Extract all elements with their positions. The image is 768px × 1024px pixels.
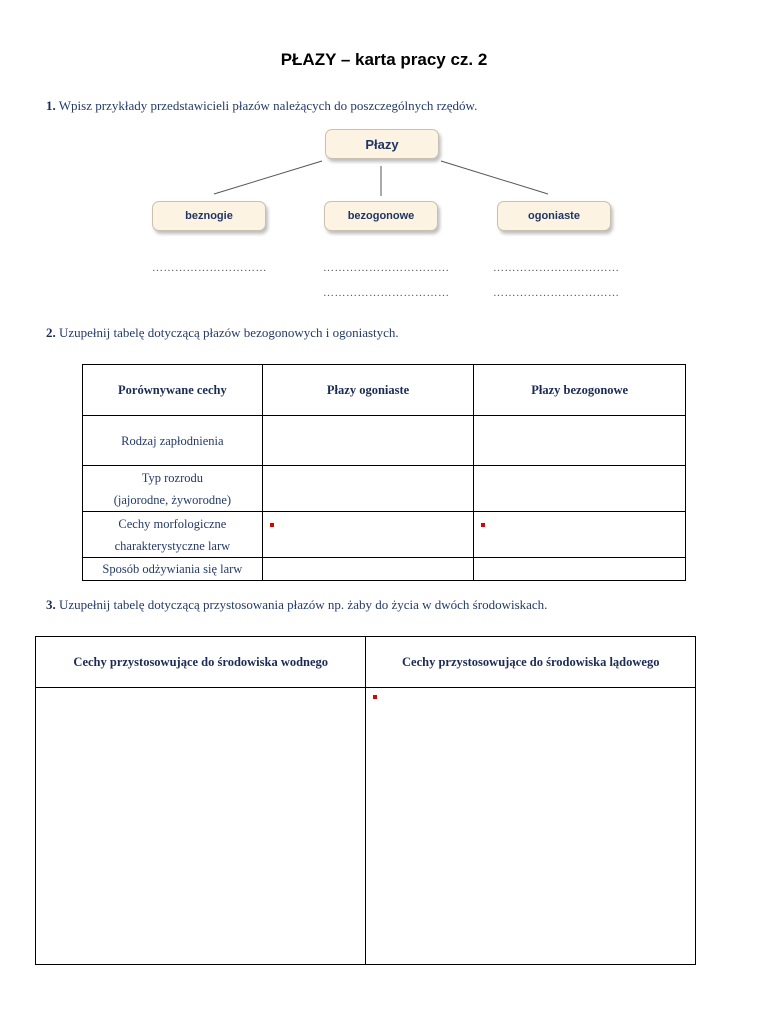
table-header-row xyxy=(36,637,696,688)
answer-cell[interactable] xyxy=(474,558,686,581)
bullet-marker xyxy=(270,523,274,527)
table-header: Płazy bezogonowe xyxy=(474,365,686,416)
task-2-instruction xyxy=(46,325,399,341)
table-row xyxy=(36,688,696,965)
row-label-text: Sposób odżywiania się larw xyxy=(102,562,243,576)
row-label xyxy=(83,416,263,466)
task-2-text: Uzupełnij tabelę dotyczącą płazów bezogonowych i ogoniastych. xyxy=(59,325,399,340)
row-label-subtext: (jajorodne, żyworodne) xyxy=(113,492,232,507)
diagram-order-label: bezogonowe xyxy=(347,210,415,222)
diagram-order-beznogie xyxy=(152,201,266,231)
row-label-subtext: charakterystyczne larw xyxy=(114,538,231,553)
answer-cell[interactable] xyxy=(262,466,474,512)
diagram-root-box xyxy=(325,129,439,159)
row-label-text: Cechy morfologiczne xyxy=(118,516,227,531)
task-2-number: 2. xyxy=(46,325,56,340)
bullet-marker xyxy=(373,695,377,699)
answer-line-ogoniaste-2[interactable]: …………………………… xyxy=(493,287,620,299)
task-3-number: 3. xyxy=(46,597,56,612)
table-header: Płazy ogoniaste xyxy=(262,365,474,416)
answer-line-bezogonowe-1[interactable]: …………………………… xyxy=(323,262,450,274)
answer-cell[interactable] xyxy=(262,512,474,558)
answer-cell[interactable] xyxy=(474,466,686,512)
row-label-text: Typ rozrodu xyxy=(141,470,204,485)
answer-cell[interactable] xyxy=(474,512,686,558)
row-label xyxy=(83,512,263,558)
table-header-row xyxy=(83,365,686,416)
answer-cell-water[interactable] xyxy=(36,688,366,965)
task-1-text: Wpisz przykłady przedstawicieli płazów należących do poszczególnych rzędów. xyxy=(58,98,478,113)
table-row xyxy=(83,512,686,558)
answer-cell-land[interactable] xyxy=(366,688,696,965)
page-title: PŁAZY – karta pracy cz. 2 xyxy=(280,50,488,69)
diagram-order-label: beznogie xyxy=(185,210,233,222)
row-label xyxy=(83,466,263,512)
task-1-number: 1. xyxy=(46,98,56,113)
diagram-order-ogoniaste xyxy=(497,201,611,231)
row-label-text: Rodzaj zapłodnienia xyxy=(121,433,224,448)
diagram-order-bezogonowe xyxy=(324,201,438,231)
table-header: Cechy przystosowujące do środowiska wodnego xyxy=(36,637,366,688)
answer-line-beznogie[interactable]: ………………………… xyxy=(152,262,267,274)
answer-cell[interactable] xyxy=(474,416,686,466)
answer-cell[interactable] xyxy=(262,416,474,466)
row-label xyxy=(83,558,263,581)
answer-cell[interactable] xyxy=(262,558,474,581)
task-3-text: Uzupełnij tabelę dotyczącą przystosowania płazów np. żaby do życia w dwóch środowiskach. xyxy=(59,597,548,612)
answer-line-ogoniaste-1[interactable]: …………………………… xyxy=(493,262,620,274)
task-3-instruction xyxy=(46,597,547,613)
table-row xyxy=(83,466,686,512)
connector-left xyxy=(214,161,322,194)
answer-line-bezogonowe-2[interactable]: …………………………… xyxy=(323,287,450,299)
comparison-table xyxy=(82,364,686,581)
bullet-marker xyxy=(481,523,485,527)
adaptation-table xyxy=(35,636,696,965)
connector-right xyxy=(441,161,548,194)
diagram-order-label: ogoniaste xyxy=(528,210,580,222)
table-row xyxy=(83,416,686,466)
table-row xyxy=(83,558,686,581)
table-header: Porównywane cechy xyxy=(83,365,263,416)
table-header: Cechy przystosowujące do środowiska lądowego xyxy=(366,637,696,688)
diagram-root-label: Płazy xyxy=(365,136,399,152)
